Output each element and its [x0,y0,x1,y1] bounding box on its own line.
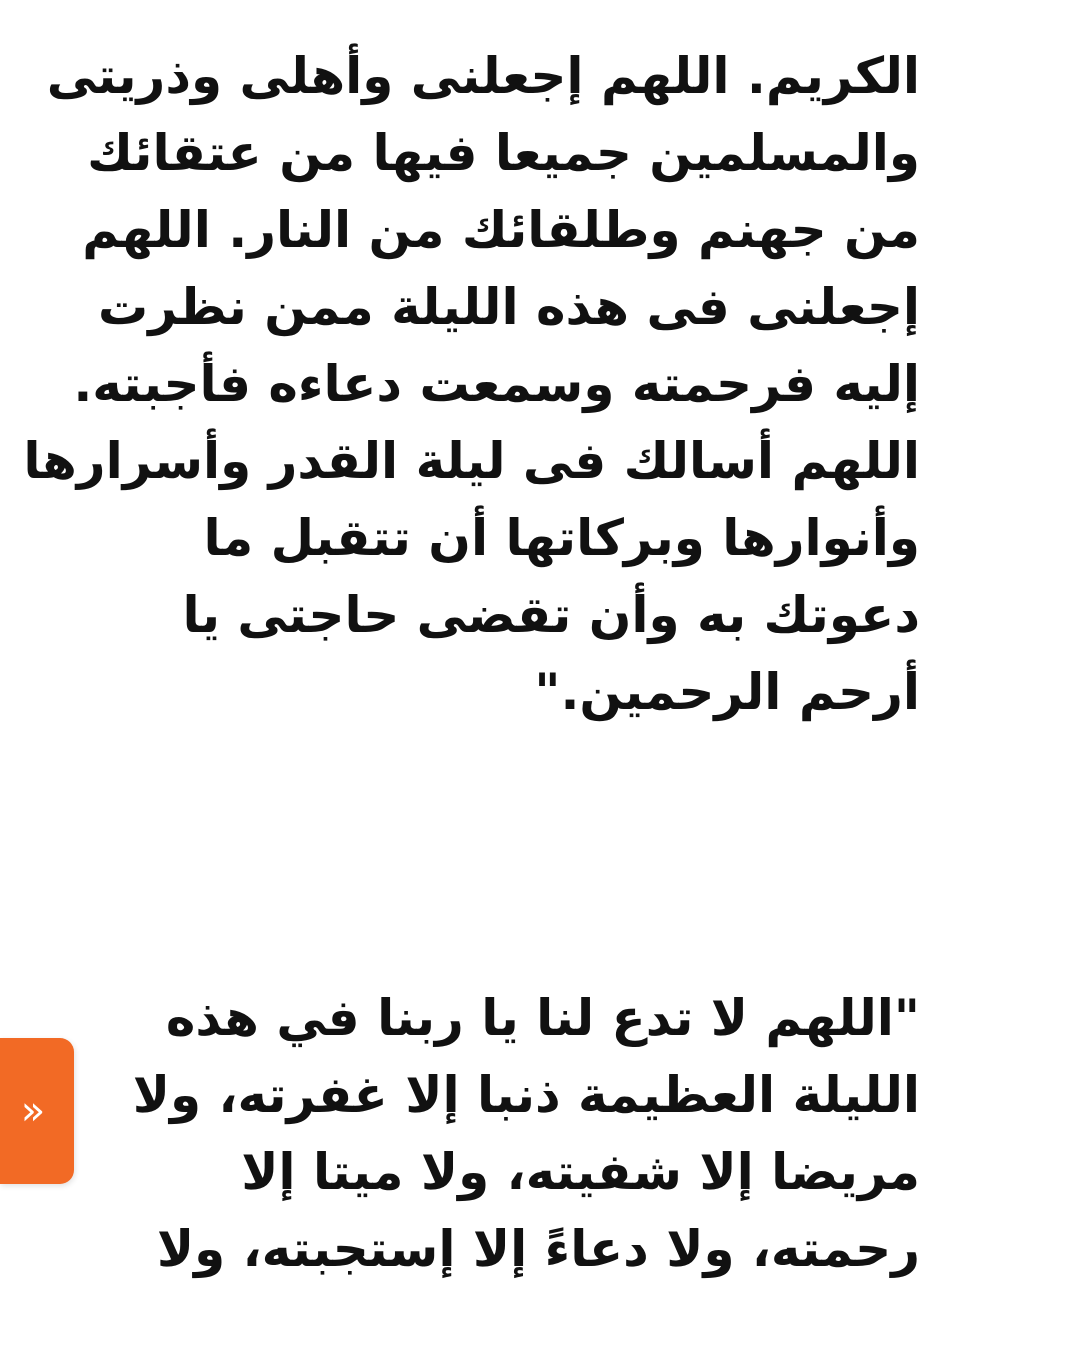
text-line: دعوتك به وأن تقضى حاجتى يا [182,586,920,644]
double-chevron-right-icon: » [20,1088,46,1134]
second-passage [132,980,920,1288]
text-line: وأنوارها وبركاتها أن تتقبل ما [203,509,920,567]
text-line: والمسلمين جميعا فيها من عتقائك [87,124,920,182]
text-line: "اللهم لا تدع لنا يا ربنا في هذه [165,989,920,1047]
text-line: إجعلنى فى هذه الليلة ممن نظرت [98,278,920,336]
text-line: رحمته، ولا دعاءً إلا إستجبته، ولا [156,1220,920,1278]
text-line: إليه فرحمته وسمعت دعاءه فأجبته. [73,355,920,413]
text-line: الليلة العظيمة ذنبا إلا غفرته، ولا [132,1066,920,1124]
text-line: اللهم أسالك فى ليلة القدر وأسرارها [23,432,920,490]
text-line: أرحم الرحمين." [534,663,920,721]
text-line: من جهنم وطلقائك من النار. اللهم [82,201,920,259]
text-line: الكريم. اللهم إجعلنى وأهلى وذريتى [46,47,920,105]
first-passage [23,38,920,731]
text-line: مريضا إلا شفيته، ولا ميتا إلا [241,1143,920,1201]
side-expand-tab[interactable] [0,1038,74,1184]
